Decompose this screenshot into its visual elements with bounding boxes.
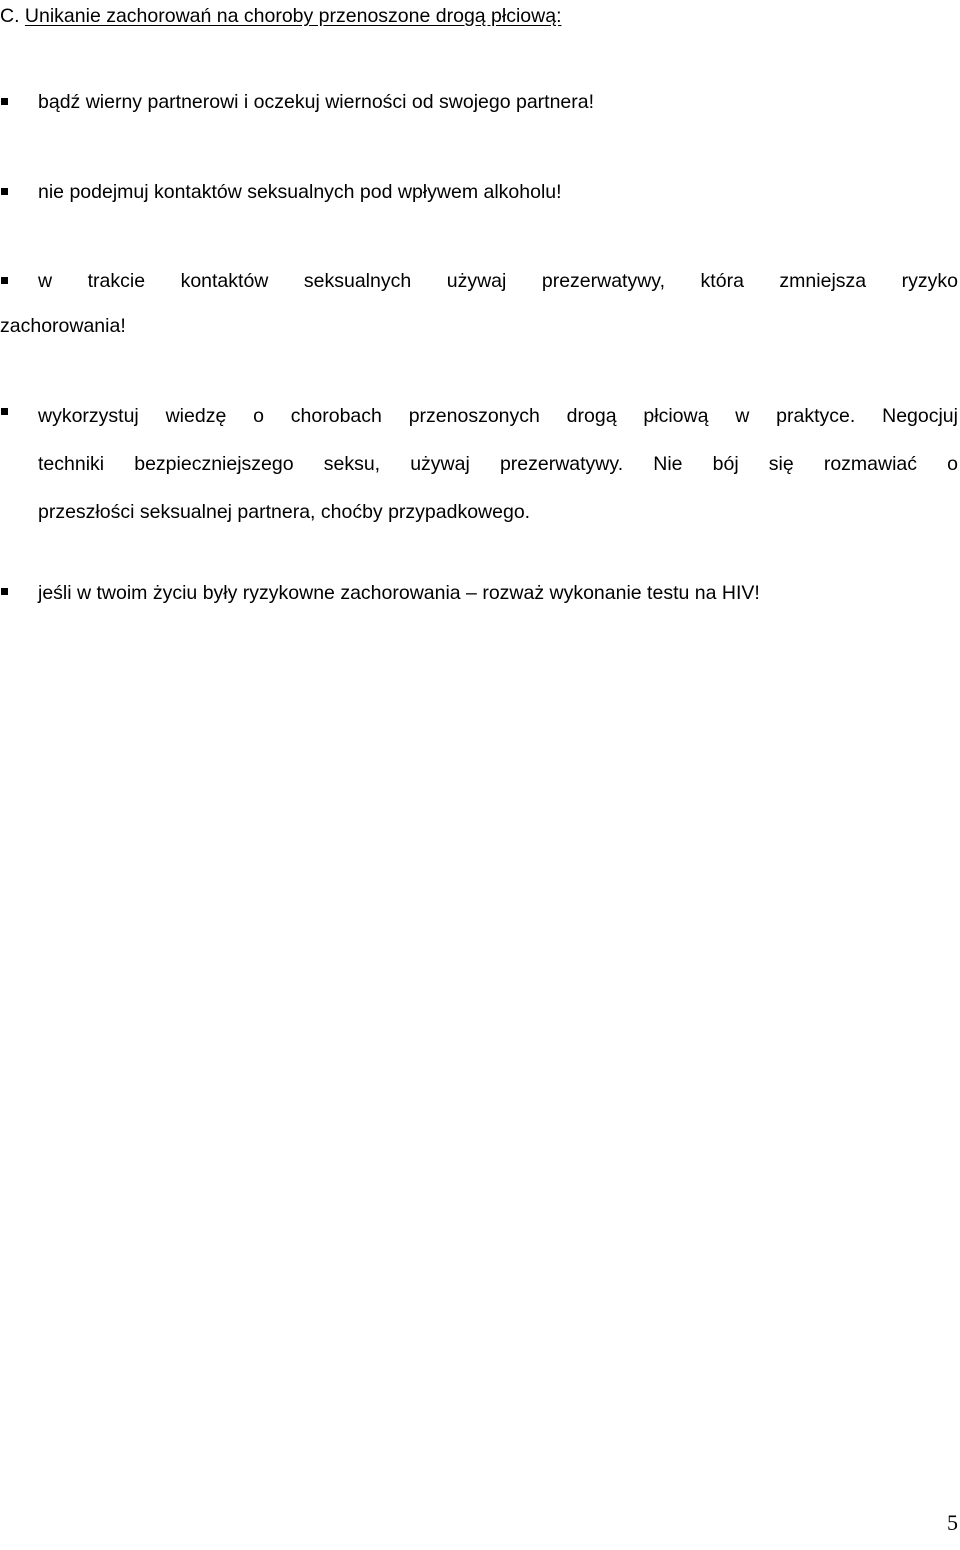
page-number: 5	[947, 1510, 958, 1535]
square-bullet-icon	[1, 277, 8, 284]
section-title: Unikanie zachorowań na choroby przenoszone drogą płciową:	[24, 5, 562, 27]
square-bullet-icon	[1, 188, 8, 195]
section-heading	[0, 2, 562, 30]
list-item-line: zachorowania!	[0, 315, 126, 337]
list-item-line: techniki bezpieczniejszego seksu, używaj prezerwatywy. Nie bój się rozmawiać o	[38, 453, 958, 475]
square-bullet-icon	[1, 98, 8, 105]
list-item-line: wykorzystuj wiedzę o chorobach przenoszonych drogą płciową w praktyce. Negocjuj	[38, 405, 958, 427]
list-item-text	[0, 259, 958, 349]
list-item-text: nie podejmuj kontaktów seksualnych pod wpływem alkoholu!	[38, 181, 562, 203]
section-prefix: C.	[0, 5, 20, 27]
list-item-line: przeszłości seksualnej partnera, choćby przypadkowego.	[38, 501, 531, 523]
list-item-text: bądź wierny partnerowi i oczekuj wierności od swojego partnera!	[38, 91, 595, 113]
list-item-line: w trakcie kontaktów seksualnych używaj prezerwatywy, która zmniejsza ryzyko	[38, 270, 958, 292]
list-item-text	[38, 392, 958, 536]
square-bullet-icon	[1, 588, 8, 595]
list-item-text: jeśli w twoim życiu były ryzykowne zachorowania – rozważ wykonanie testu na HIV!	[38, 582, 760, 604]
square-bullet-icon	[1, 408, 8, 415]
